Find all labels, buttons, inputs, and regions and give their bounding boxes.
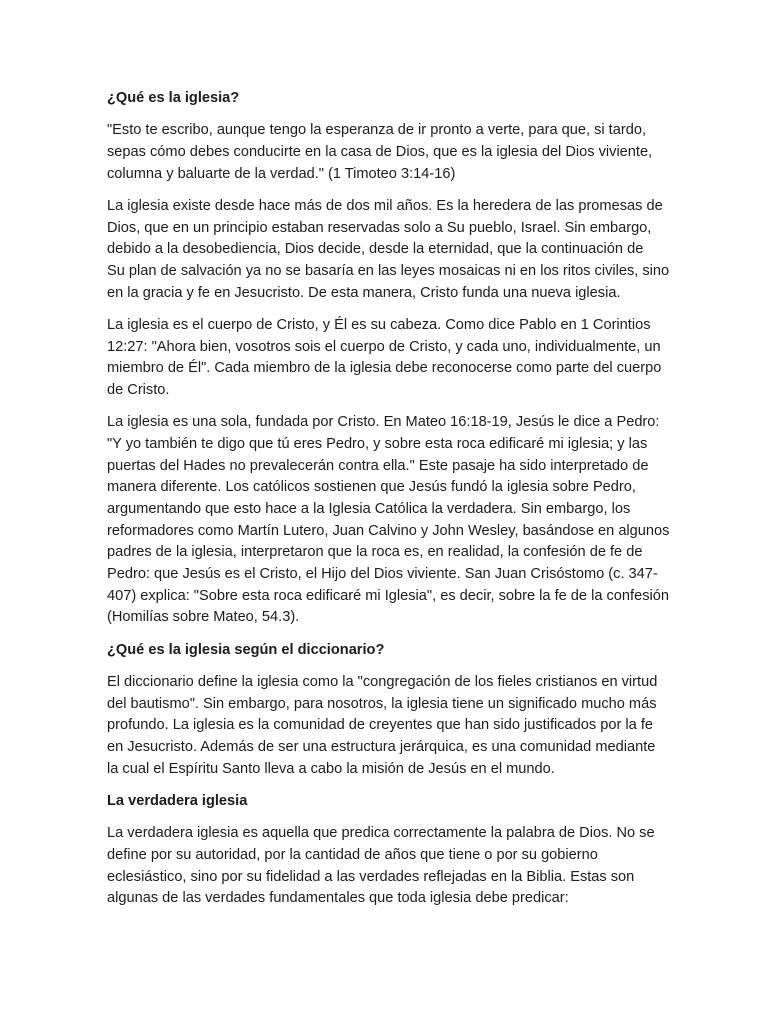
- text-line: miembro de Él". Cada miembro de la iglesia debe reconocerse como parte del cuerpo: [107, 360, 662, 377]
- document-page: [107, 88, 670, 920]
- paragraph-verdadera-iglesia: [107, 823, 667, 910]
- paragraph-diccionario: [107, 672, 667, 781]
- section-heading-diccionario: ¿Qué es la iglesia según el diccionario?: [107, 641, 385, 658]
- text-line: La iglesia existe desde hace más de dos mil años. Es la heredera de las promesas de: [107, 197, 663, 214]
- text-line: "Y yo también te digo que tú eres Pedro, y sobre esta roca edificaré mi iglesia; y las: [107, 435, 648, 452]
- paragraph-iglesia-existe: [107, 196, 670, 305]
- paragraph-timoteo-quote: [107, 120, 667, 185]
- text-line: La iglesia es el cuerpo de Cristo, y Él es su cabeza. Como dice Pablo en 1 Corintios: [107, 316, 651, 333]
- text-line: la cual el Espíritu Santo lleva a cabo la misión de Jesús en el mundo.: [107, 760, 555, 777]
- section-heading-verdadera-iglesia: La verdadera iglesia: [107, 792, 248, 809]
- text-line: debido a la desobediencia, Dios decide, desde la eternidad, que la continuación de: [107, 241, 644, 258]
- text-line: define por su autoridad, por la cantidad de años que tiene o por su gobierno: [107, 846, 598, 863]
- paragraph-cuerpo-de-cristo: [107, 315, 667, 402]
- text-line: eclesiástico, sino por su fidelidad a las verdades reflejadas en la Biblia. Estas son: [107, 868, 635, 885]
- text-line: "Esto te escribo, aunque tengo la esperanza de ir pronto a verte, para que, si tardo,: [107, 122, 646, 139]
- text-line: El diccionario define la iglesia como la "congregación de los fieles cristianos en virtud: [107, 673, 658, 690]
- text-line: 407) explica: "Sobre esta roca edificaré mi Iglesia", es decir, sobre la fe de la confesión: [107, 587, 669, 604]
- text-line: La iglesia es una sola, fundada por Cristo. En Mateo 16:18-19, Jesús le dice a Pedro:: [107, 414, 660, 431]
- text-line: en la gracia y fe en Jesucristo. De esta manera, Cristo funda una nueva iglesia.: [107, 284, 621, 301]
- text-line: Pedro: que Jesús es el Cristo, el Hijo del Dios viviente. San Juan Crisóstomo (c. 347-: [107, 566, 658, 583]
- text-line: sepas cómo debes conducirte en la casa de Dios, que es la iglesia del Dios viviente,: [107, 143, 653, 160]
- text-line: manera diferente. Los católicos sostienen que Jesús fundó la iglesia sobre Pedro,: [107, 479, 636, 496]
- text-line: Su plan de salvación ya no se basaría en las leyes mosaicas ni en los ritos civiles, sino: [107, 262, 670, 279]
- text-line: Dios, que en un principio estaban reservadas solo a Su pueblo, Israel. Sin embargo,: [107, 219, 652, 236]
- text-line: padres de la iglesia, interpretaron que la roca es, en realidad, la confesión de fe de: [107, 544, 643, 561]
- text-line: columna y baluarte de la verdad." (1 Timoteo 3:14-16): [107, 165, 456, 182]
- text-line: 12:27: "Ahora bien, vosotros sois el cuerpo de Cristo, y cada uno, individualmente, un: [107, 338, 661, 355]
- text-line: La verdadera iglesia es aquella que predica correctamente la palabra de Dios. No se: [107, 825, 655, 842]
- text-line: reformadores como Martín Lutero, Juan Calvino y John Wesley, basándose en algunos: [107, 522, 670, 539]
- text-line: del bautismo". Sin embargo, para nosotros, la iglesia tiene un significado mucho más: [107, 695, 657, 712]
- paragraph-una-sola-iglesia: [107, 412, 670, 629]
- text-line: puertas del Hades no prevalecerán contra ella." Este pasaje ha sido interpretado de: [107, 457, 649, 474]
- text-line: argumentando que esto hace a la Iglesia Católica la verdadera. Sin embargo, los: [107, 500, 631, 517]
- text-line: de Cristo.: [107, 381, 170, 398]
- text-line: algunas de las verdades fundamentales que toda iglesia debe predicar:: [107, 890, 569, 907]
- section-heading-que-es-la-iglesia: ¿Qué es la iglesia?: [107, 90, 240, 106]
- text-line: profundo. La iglesia es la comunidad de creyentes que han sido justificados por la fe: [107, 717, 653, 734]
- text-line: (Homilías sobre Mateo, 54.3).: [107, 609, 300, 626]
- text-line: en Jesucristo. Además de ser una estructura jerárquica, es una comunidad mediante: [107, 738, 656, 755]
